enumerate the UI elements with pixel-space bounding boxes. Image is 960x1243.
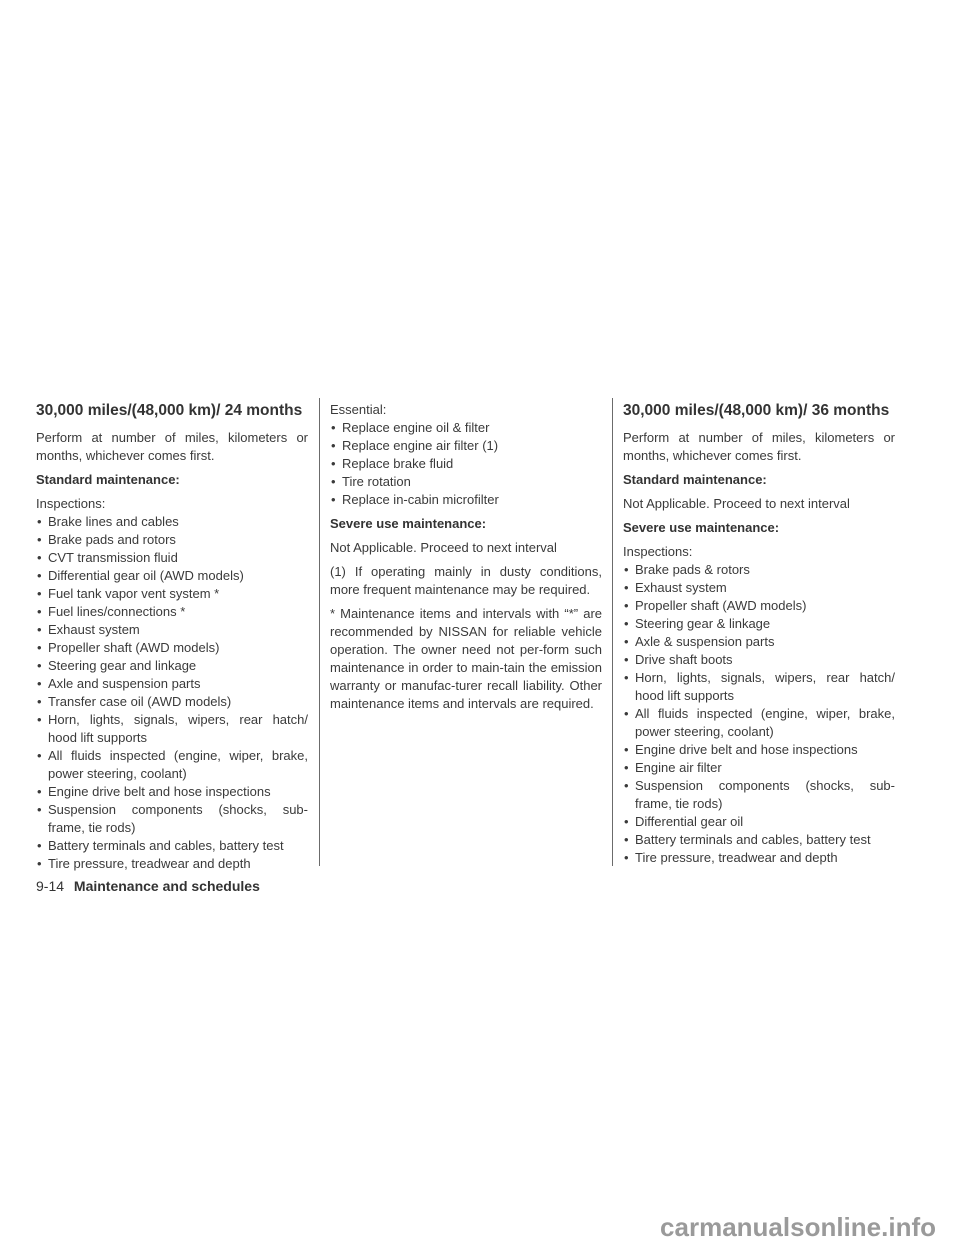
page-number: 9-14 — [36, 878, 65, 894]
list-item: • CVT transmission fluid — [36, 549, 308, 567]
essential-label: Essential: — [330, 402, 387, 417]
inspection-list — [623, 561, 895, 867]
list-item: • Differential gear oil (AWD models) — [36, 567, 308, 585]
list-item: • Battery terminals and cables, battery test — [36, 837, 308, 855]
list-item: • Fuel lines/connections * — [36, 603, 308, 621]
list-item: • Replace engine air filter (1) — [330, 437, 602, 455]
list-item: • Axle & suspension parts — [623, 633, 895, 651]
inspection-list — [36, 513, 308, 873]
section-title-24-months: 30,000 miles/(48,000 km)/ 24 months — [36, 402, 303, 419]
list-item: • Brake pads and rotors — [36, 531, 308, 549]
list-item: • Brake lines and cables — [36, 513, 308, 531]
list-item: • Engine drive belt and hose inspections — [623, 741, 895, 759]
watermark-text: carmanualsonline.info — [660, 1212, 936, 1242]
footnote-asterisk: * Maintenance items and intervals with “*” are recommended by NISSAN for reliable vehicle operation. The owner need not per-form such maintenance in order to main-tain the emission warranty or manufac-turer recall liability. Other maintenance items and intervals are required. — [330, 606, 602, 711]
list-item: • Suspension components (shocks, sub-frame, tie rods) — [623, 777, 895, 813]
list-item: • Exhaust system — [623, 579, 895, 597]
inspections-label: Inspections: — [36, 496, 106, 511]
intro-text: Perform at number of miles, kilometers or months, whichever comes first. — [36, 430, 308, 463]
footer-section-title: Maintenance and schedules — [73, 878, 260, 894]
list-item: • Tire pressure, treadwear and depth — [623, 849, 895, 867]
column-essential — [330, 401, 602, 719]
list-item: • Engine drive belt and hose inspections — [36, 783, 308, 801]
list-item: • Tire pressure, treadwear and depth — [36, 855, 308, 873]
list-item: • Suspension components (shocks, sub-frame, tie rods) — [36, 801, 308, 837]
section-title-36-months: 30,000 miles/(48,000 km)/ 36 months — [623, 402, 890, 419]
column-divider-1 — [319, 398, 320, 866]
list-item: • Replace brake fluid — [330, 455, 602, 473]
list-item: • Transfer case oil (AWD models) — [36, 693, 308, 711]
list-item: • Differential gear oil — [623, 813, 895, 831]
standard-maintenance-text: Not Applicable. Proceed to next interval — [623, 496, 850, 511]
list-item: • Tire rotation — [330, 473, 602, 491]
column-24-months — [36, 401, 308, 875]
list-item: • Axle and suspension parts — [36, 675, 308, 693]
column-divider-2 — [612, 398, 613, 866]
list-item: • Propeller shaft (AWD models) — [623, 597, 895, 615]
standard-maintenance-heading: Standard maintenance: — [36, 472, 180, 487]
list-item: • Replace in-cabin microfilter — [330, 491, 602, 509]
list-item: • All fluids inspected (engine, wiper, brake, power steering, coolant) — [623, 705, 895, 741]
list-item: • Battery terminals and cables, battery test — [623, 831, 895, 849]
list-item: • Steering gear and linkage — [36, 657, 308, 675]
list-item: • Engine air filter — [623, 759, 895, 777]
essential-list — [330, 419, 602, 509]
list-item: • Replace engine oil & filter — [330, 419, 602, 437]
list-item: • Steering gear & linkage — [623, 615, 895, 633]
list-item: • Fuel tank vapor vent system * — [36, 585, 308, 603]
severe-maintenance-heading: Severe use maintenance: — [623, 520, 780, 535]
list-item: • All fluids inspected (engine, wiper, brake, power steering, coolant) — [36, 747, 308, 783]
list-item: • Drive shaft boots — [623, 651, 895, 669]
column-36-months — [623, 401, 895, 869]
standard-maintenance-heading: Standard maintenance: — [623, 472, 767, 487]
severe-maintenance-heading: Severe use maintenance: — [330, 516, 487, 531]
list-item: • Exhaust system — [36, 621, 308, 639]
intro-text: Perform at number of miles, kilometers or months, whichever comes first. — [623, 430, 895, 463]
inspections-label: Inspections: — [623, 544, 693, 559]
footnote-dusty: (1) If operating mainly in dusty conditions, more frequent maintenance may be required. — [330, 564, 602, 597]
list-item: • Propeller shaft (AWD models) — [36, 639, 308, 657]
severe-maintenance-text: Not Applicable. Proceed to next interval — [330, 540, 557, 555]
list-item: • Brake pads & rotors — [623, 561, 895, 579]
list-item: • Horn, lights, signals, wipers, rear hatch/ hood lift supports — [623, 669, 895, 705]
list-item: • Horn, lights, signals, wipers, rear hatch/ hood lift supports — [36, 711, 308, 747]
page-footer — [36, 877, 260, 895]
